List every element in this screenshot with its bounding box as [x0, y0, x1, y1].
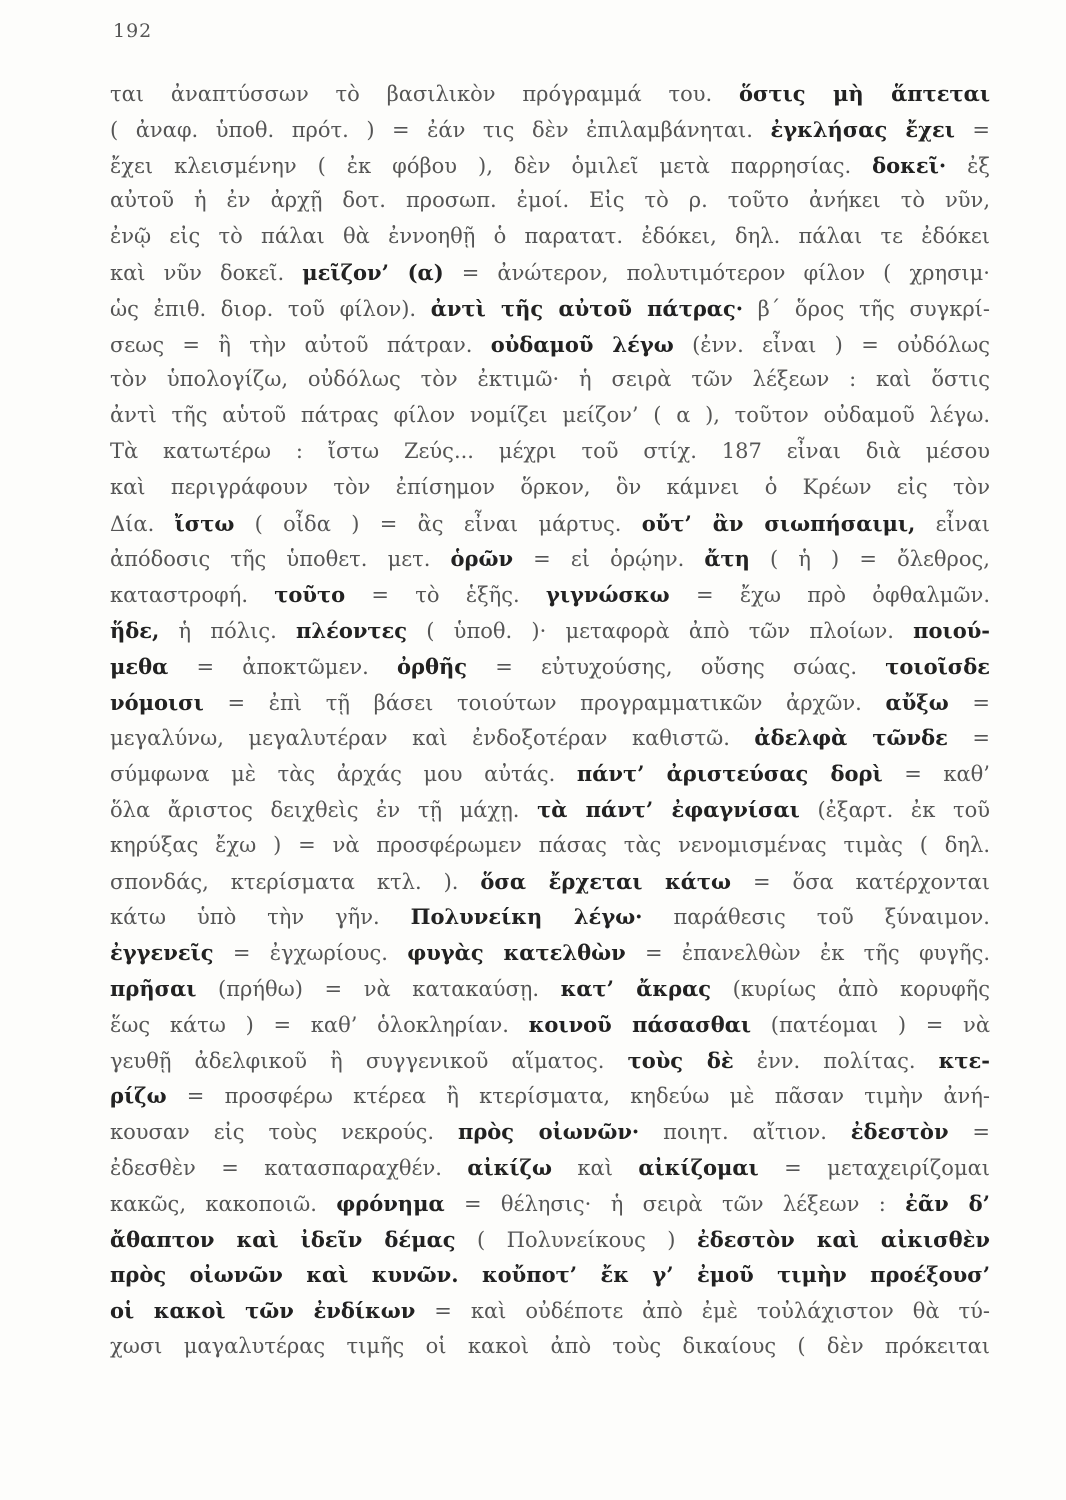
- text-line: [110, 792, 990, 828]
- gloss-text: = ἔχω πρὸ ὀφθαλμῶν.: [669, 583, 990, 608]
- gloss-text: κακῶς, κακοποιῶ.: [110, 1191, 337, 1216]
- lemma-term: ἐᾶν δ’: [905, 1190, 990, 1216]
- text-line: [110, 864, 990, 900]
- gloss-text: ( ἡ ) = ὄλεθρος,: [749, 547, 990, 572]
- gloss-text: = ἐπὶ τῇ βάσει τοιούτων προγραμματικῶν ἀρχῶν.: [203, 690, 886, 715]
- lemma-term: μεῖζον’ (α): [302, 259, 444, 285]
- commentary-text: [110, 76, 990, 1365]
- lemma-term: ὅσα ἔρχεται κάτω: [480, 868, 732, 894]
- gloss-text: γευθῇ ἀδελφικοῦ ἢ συγγενικοῦ αἵματος.: [110, 1048, 628, 1073]
- text-line: [110, 506, 990, 542]
- gloss-text: ( οἶδα ) = ἂς εἶναι μάρτυς.: [234, 511, 642, 536]
- lemma-term: μεθα: [110, 653, 169, 679]
- text-line: [110, 720, 990, 756]
- gloss-text: = καθ’: [882, 762, 990, 787]
- gloss-text: ται ἀναπτύσσων τὸ βασιλικὸν πρόγραμμά του.: [110, 82, 740, 106]
- lemma-term: Πολυνείκη λέγω·: [410, 904, 643, 930]
- gloss-text: εἶναι: [915, 511, 990, 536]
- lemma-term: τοῦτο: [274, 582, 346, 608]
- text-line: [110, 1150, 990, 1186]
- gloss-text: ἀπόδοσις τῆς ὑποθετ. μετ.: [110, 547, 451, 572]
- gloss-text: ἐνῷ εἰς τὸ πάλαι θὰ ἐννοηθῇ ὁ παρατατ. ἐδόκει, δηλ. πάλαι τε ἐδόκει: [110, 224, 990, 249]
- text-line: [110, 756, 990, 792]
- text-line: [110, 1293, 990, 1329]
- gloss-text: Δία.: [110, 511, 175, 536]
- lemma-term: ἥδε,: [110, 617, 160, 643]
- text-line: [110, 1078, 990, 1114]
- gloss-text: (πατέομαι ) = νὰ: [751, 1012, 990, 1037]
- lemma-term: πάντ’ ἀριστεύσας δορὶ: [576, 761, 883, 787]
- page-number: 192: [113, 20, 153, 42]
- lemma-term: ἴστω: [174, 510, 235, 536]
- text-line: [110, 255, 990, 291]
- lemma-term: πρὸς οἰωνῶν καὶ κυνῶν. κοὔποτ’ ἔκ γ’ ἐμοῦ τιμὴν προέξουσ’: [110, 1262, 990, 1288]
- gloss-text: ποιητ. αἴτιον.: [639, 1120, 851, 1145]
- text-line: [110, 577, 990, 613]
- gloss-text: = ἀποκτῶμεν.: [168, 654, 397, 679]
- lemma-term: ἄθαπτον καὶ ἰδεῖν δέμας: [110, 1226, 456, 1252]
- gloss-text: =: [947, 726, 990, 751]
- text-line: [110, 685, 990, 721]
- gloss-text: = μεταχειρίζομαι: [758, 1155, 990, 1180]
- text-line: [110, 183, 990, 219]
- gloss-text: παράθεσις τοῦ ξύναιμον.: [642, 905, 990, 930]
- text-line: [110, 470, 990, 506]
- text-line: [110, 112, 990, 148]
- lemma-term: πρὸς οἰωνῶν·: [457, 1119, 640, 1145]
- gloss-text: =: [948, 690, 990, 715]
- gloss-text: ἡ πόλις.: [159, 618, 296, 643]
- text-line: [110, 1329, 990, 1365]
- lemma-term: πλέοντες: [295, 617, 408, 643]
- text-line: [110, 541, 990, 577]
- gloss-text: κηρύξας ἔχω ) = νὰ προσφέρωμεν πάσας τὰς νενομισμένας τιμὰς ( δηλ.: [110, 832, 990, 857]
- text-line: [110, 219, 990, 255]
- lemma-term: ποιού-: [913, 617, 990, 643]
- text-line: [110, 1257, 990, 1293]
- text-line: [110, 1043, 990, 1079]
- lemma-term: ἄτη: [704, 546, 750, 572]
- text-line: [110, 434, 990, 470]
- lemma-term: νόμοισι: [110, 689, 204, 715]
- gloss-text: ( ἀναφ. ὑποθ. πρότ. ) = ἐάν τις δὲν ἐπιλαμβάνηται.: [110, 117, 771, 142]
- text-line: [110, 1114, 990, 1150]
- gloss-text: ὡς ἐπιθ. διορ. τοῦ φίλον).: [110, 296, 431, 321]
- gloss-text: ἔχει κλεισμένην ( ἐκ φόβου ), δὲν ὁμιλεῖ μετὰ παρρησίας.: [110, 153, 873, 178]
- lemma-term: ἀδελφὰ τῶνδε: [754, 725, 948, 751]
- lemma-term: οὐδαμοῦ λέγω: [490, 331, 674, 357]
- lemma-term: φυγὰς κατελθὼν: [407, 940, 626, 966]
- gloss-text: =: [948, 1120, 990, 1145]
- lemma-term: ὁρῶν: [450, 546, 514, 572]
- lemma-term: τοὺς δὲ: [627, 1047, 734, 1073]
- lemma-term: φρόνημα: [336, 1190, 445, 1216]
- lemma-term: αἰκίζω: [467, 1154, 552, 1180]
- text-line: [110, 362, 990, 398]
- gloss-text: κουσαν εἰς τοὺς νεκρούς.: [110, 1120, 458, 1145]
- text-line: [110, 1186, 990, 1222]
- gloss-text: = τὸ ἑξῆς.: [345, 583, 546, 608]
- gloss-text: = ἐπανελθὼν ἐκ τῆς φυγῆς.: [625, 941, 990, 966]
- text-line: [110, 828, 990, 864]
- gloss-text: καὶ νῦν δοκεῖ.: [110, 260, 303, 285]
- gloss-text: = εὐτυχούσης, οὔσης σώας.: [467, 654, 886, 679]
- lemma-term: κατ’ ἄκρας: [560, 975, 712, 1001]
- gloss-text: = εἰ ὁρῴην.: [513, 547, 705, 572]
- lemma-term: αὔξω: [885, 689, 949, 715]
- gloss-text: αὐτοῦ ἡ ἐν ἀρχῇ δοτ. προσωπ. ἐμοί. Εἰς τὸ ρ. τοῦτο ἀνήκει τὸ νῦν,: [110, 188, 990, 213]
- lemma-term: οὔτ’ ἂν σιωπήσαιμι,: [641, 510, 916, 536]
- gloss-text: κάτω ὑπὸ τὴν γῆν.: [110, 905, 411, 930]
- gloss-text: = προσφέρω κτέρεα ἢ κτερίσματα, κηδεύω μὲ πᾶσαν τιμὴν ἀνή-: [166, 1084, 990, 1109]
- text-line: [110, 1007, 990, 1043]
- gloss-text: ἀντὶ τῆς αὑτοῦ πάτρας φίλον νομίζει μείζον’ ( α ), τοῦτον οὐδαμοῦ λέγω.: [110, 403, 990, 428]
- lemma-term: ἐδεστὸν: [850, 1119, 949, 1145]
- gloss-text: = θέλησις· ἡ σειρὰ τῶν λέξεων :: [444, 1191, 906, 1216]
- gloss-text: Τὰ κατωτέρω : ἴστω Ζεύς... μέχρι τοῦ στίχ. 187 εἶναι διὰ μέσου: [110, 438, 990, 463]
- gloss-text: μεγαλύνω, μεγαλυτέραν καὶ ἐνδοξοτέραν καθιστῶ.: [110, 726, 755, 751]
- gloss-text: χωσι μαγαλυτέρας τιμῆς οἱ κακοὶ ἀπὸ τοὺς δικαίους ( δὲν πρόκειται: [110, 1333, 990, 1358]
- text-line: [110, 1222, 990, 1258]
- gloss-text: καὶ περιγράφουν τὸν ἐπίσημον ὅρκον, ὃν κάμνει ὁ Κρέων εἰς τὸν: [110, 474, 990, 499]
- lemma-term: τὰ πάντ’ ἐφαγνίσαι: [537, 796, 800, 822]
- gloss-text: ( ὑποθ. )· μεταφορὰ ἀπὸ τῶν πλοίων.: [407, 618, 914, 643]
- lemma-term: ὅστις μὴ ἅπτεται: [739, 81, 990, 106]
- lemma-term: ἀντὶ τῆς αὐτοῦ πάτρας·: [430, 295, 744, 321]
- text-line: [110, 649, 990, 685]
- gloss-text: = καὶ οὐδέποτε ἀπὸ ἐμὲ τοὐλάχιστον θὰ τύ-: [415, 1299, 990, 1324]
- gloss-text: ἐδεσθὲν = κατασπαραχθέν.: [110, 1155, 468, 1180]
- gloss-text: β΄ ὅρος τῆς συγκρί-: [743, 296, 990, 321]
- text-line: [110, 398, 990, 434]
- gloss-text: καὶ: [551, 1155, 639, 1180]
- lemma-term: κτε-: [938, 1047, 990, 1073]
- lemma-term: τοιοῖσδε: [885, 653, 990, 679]
- gloss-text: ὅλα ἄριστος δειχθεὶς ἐν τῇ μάχῃ.: [110, 797, 538, 822]
- gloss-text: τὸν ὑπολογίζω, οὐδόλως τὸν ἐκτιμῶ· ἡ σειρὰ τῶν λέξεων : καὶ ὅστις: [110, 367, 990, 392]
- gloss-text: σπονδάς, κτερίσματα κτλ. ).: [110, 869, 481, 894]
- lemma-term: ἐγγενεῖς: [110, 940, 214, 966]
- lemma-term: πρῆσαι: [110, 975, 197, 1001]
- text-line: [110, 76, 990, 112]
- gloss-text: = ἐγχωρίους.: [213, 941, 408, 966]
- text-line: [110, 935, 990, 971]
- gloss-text: σεως = ἢ τὴν αὐτοῦ πάτραν.: [110, 332, 491, 357]
- gloss-text: =: [954, 117, 990, 142]
- text-line: [110, 613, 990, 649]
- gloss-text: = ἀνώτερον, πολυτιμότερον φίλον ( χρησιμ·: [443, 260, 990, 285]
- gloss-text: = ὅσα κατέρχονται: [731, 869, 990, 894]
- lemma-term: γιγνώσκω: [545, 582, 670, 608]
- text-line: [110, 148, 990, 184]
- text-line: [110, 327, 990, 363]
- gloss-text: ( Πολυνείκους ): [455, 1227, 697, 1252]
- lemma-term: ἐγκλήσας ἔχει: [770, 116, 955, 142]
- gloss-text: (ἐξαρτ. ἐκ τοῦ: [799, 797, 990, 822]
- text-line: [110, 899, 990, 935]
- lemma-term: κοινοῦ πάσασθαι: [528, 1011, 752, 1037]
- lemma-term: ὀρθῆς: [396, 653, 468, 679]
- lemma-term: ἐδεστὸν καὶ αἰκισθὲν: [696, 1226, 990, 1252]
- lemma-term: αἰκίζομαι: [638, 1154, 759, 1180]
- gloss-text: (ἐνν. εἶναι ) = οὐδόλως: [673, 332, 990, 357]
- gloss-text: ἐξ: [946, 153, 990, 178]
- text-line: [110, 291, 990, 327]
- gloss-text: ἐνν. πολίτας.: [733, 1048, 939, 1073]
- lemma-term: ρίζω: [110, 1083, 167, 1109]
- gloss-text: (κυρίως ἀπὸ κορυφῆς: [711, 976, 990, 1001]
- gloss-text: ἕως κάτω ) = καθ’ ὁλοκληρίαν.: [110, 1012, 529, 1037]
- text-line: [110, 971, 990, 1007]
- lemma-term: οἱ κακοὶ τῶν ἐνδίκων: [110, 1298, 416, 1324]
- lemma-term: δοκεῖ·: [872, 152, 947, 178]
- gloss-text: (πρήθω) = νὰ κατακαύσῃ.: [196, 976, 561, 1001]
- gloss-text: σύμφωνα μὲ τὰς ἀρχάς μου αὐτάς.: [110, 762, 577, 787]
- gloss-text: καταστροφή.: [110, 583, 275, 608]
